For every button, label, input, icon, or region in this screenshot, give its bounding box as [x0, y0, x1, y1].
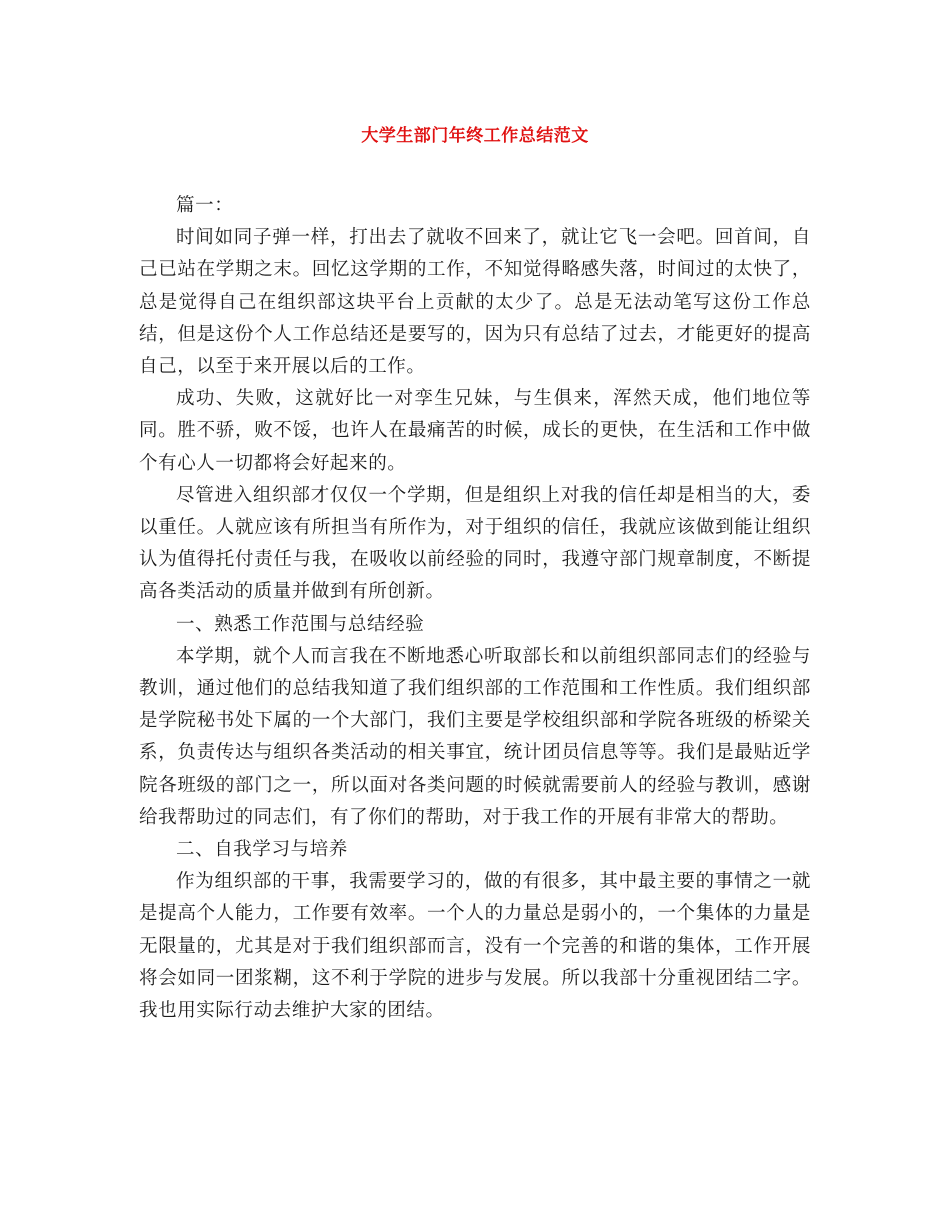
body-paragraph: 成功、失败，这就好比一对孪生兄妹，与生俱来，浑然天成，他们地位等同。胜不骄，败不馁，也许人在最痛苦的时候，成长的更快，在生活和工作中做个有心人一切都将会好起来的。: [139, 388, 811, 474]
section-label: 篇一：: [176, 195, 234, 216]
body-paragraph: 本学期，就个人而言我在不断地悉心听取部长和以前组织部同志们的经验与教训，通过他们的总结我知道了我们组织部的工作范围和工作性质。我们组织部是学院秘书处下属的一个大部门，我们主要是学校组织部和学院各班级的桥梁关系，负责传达与组织各类活动的相关事宜，统计团员信息等等。我们是最贴近学院各班级的部门之一，所以面对各类问题的时候就需要前人的经验与教训，感谢给我帮助过的同志们，有了你们的帮助，对于我工作的开展有非常大的帮助。: [139, 645, 811, 828]
body-paragraph: 尽管进入组织部才仅仅一个学期，但是组织上对我的信任却是相当的大，委以重任。人就应该有所担当有所作为，对于组织的信任，我就应该做到能让组织认为值得托付责任与我，在吸收以前经验的同时，我遵守部门规章制度，不断提高各类活动的质量并做到有所创新。: [139, 484, 811, 603]
body-paragraph: 作为组织部的干事，我需要学习的，做的有很多，其中最主要的事情之一就是提高个人能力，工作要有效率。一个人的力量总是弱小的，一个集体的力量是无限量的，尤其是对于我们组织部而言，没有一个完善的和谐的集体，工作开展将会如同一团浆糊，这不利于学院的进步与发展。所以我部十分重视团结二字。我也用实际行动去维护大家的团结。: [139, 871, 811, 1022]
section-heading: 一、熟悉工作范围与总结经验: [176, 613, 425, 635]
body-paragraph: 时间如同子弹一样，打出去了就收不回来了，就让它飞一会吧。回首间，自己已站在学期之末。回忆这学期的工作，不知觉得略感失落，时间过的太快了，总是觉得自己在组织部这块平台上贡献的太少了。总是无法动笔写这份工作总结，但是这份个人工作总结还是要写的，因为只有总结了过去，才能更好的提高自己，以至于来开展以后的工作。: [139, 227, 811, 378]
section-heading: 二、自我学习与培养: [176, 839, 348, 861]
document-title: 大学生部门年终工作总结范文: [361, 126, 589, 146]
document-body: [139, 190, 811, 1027]
